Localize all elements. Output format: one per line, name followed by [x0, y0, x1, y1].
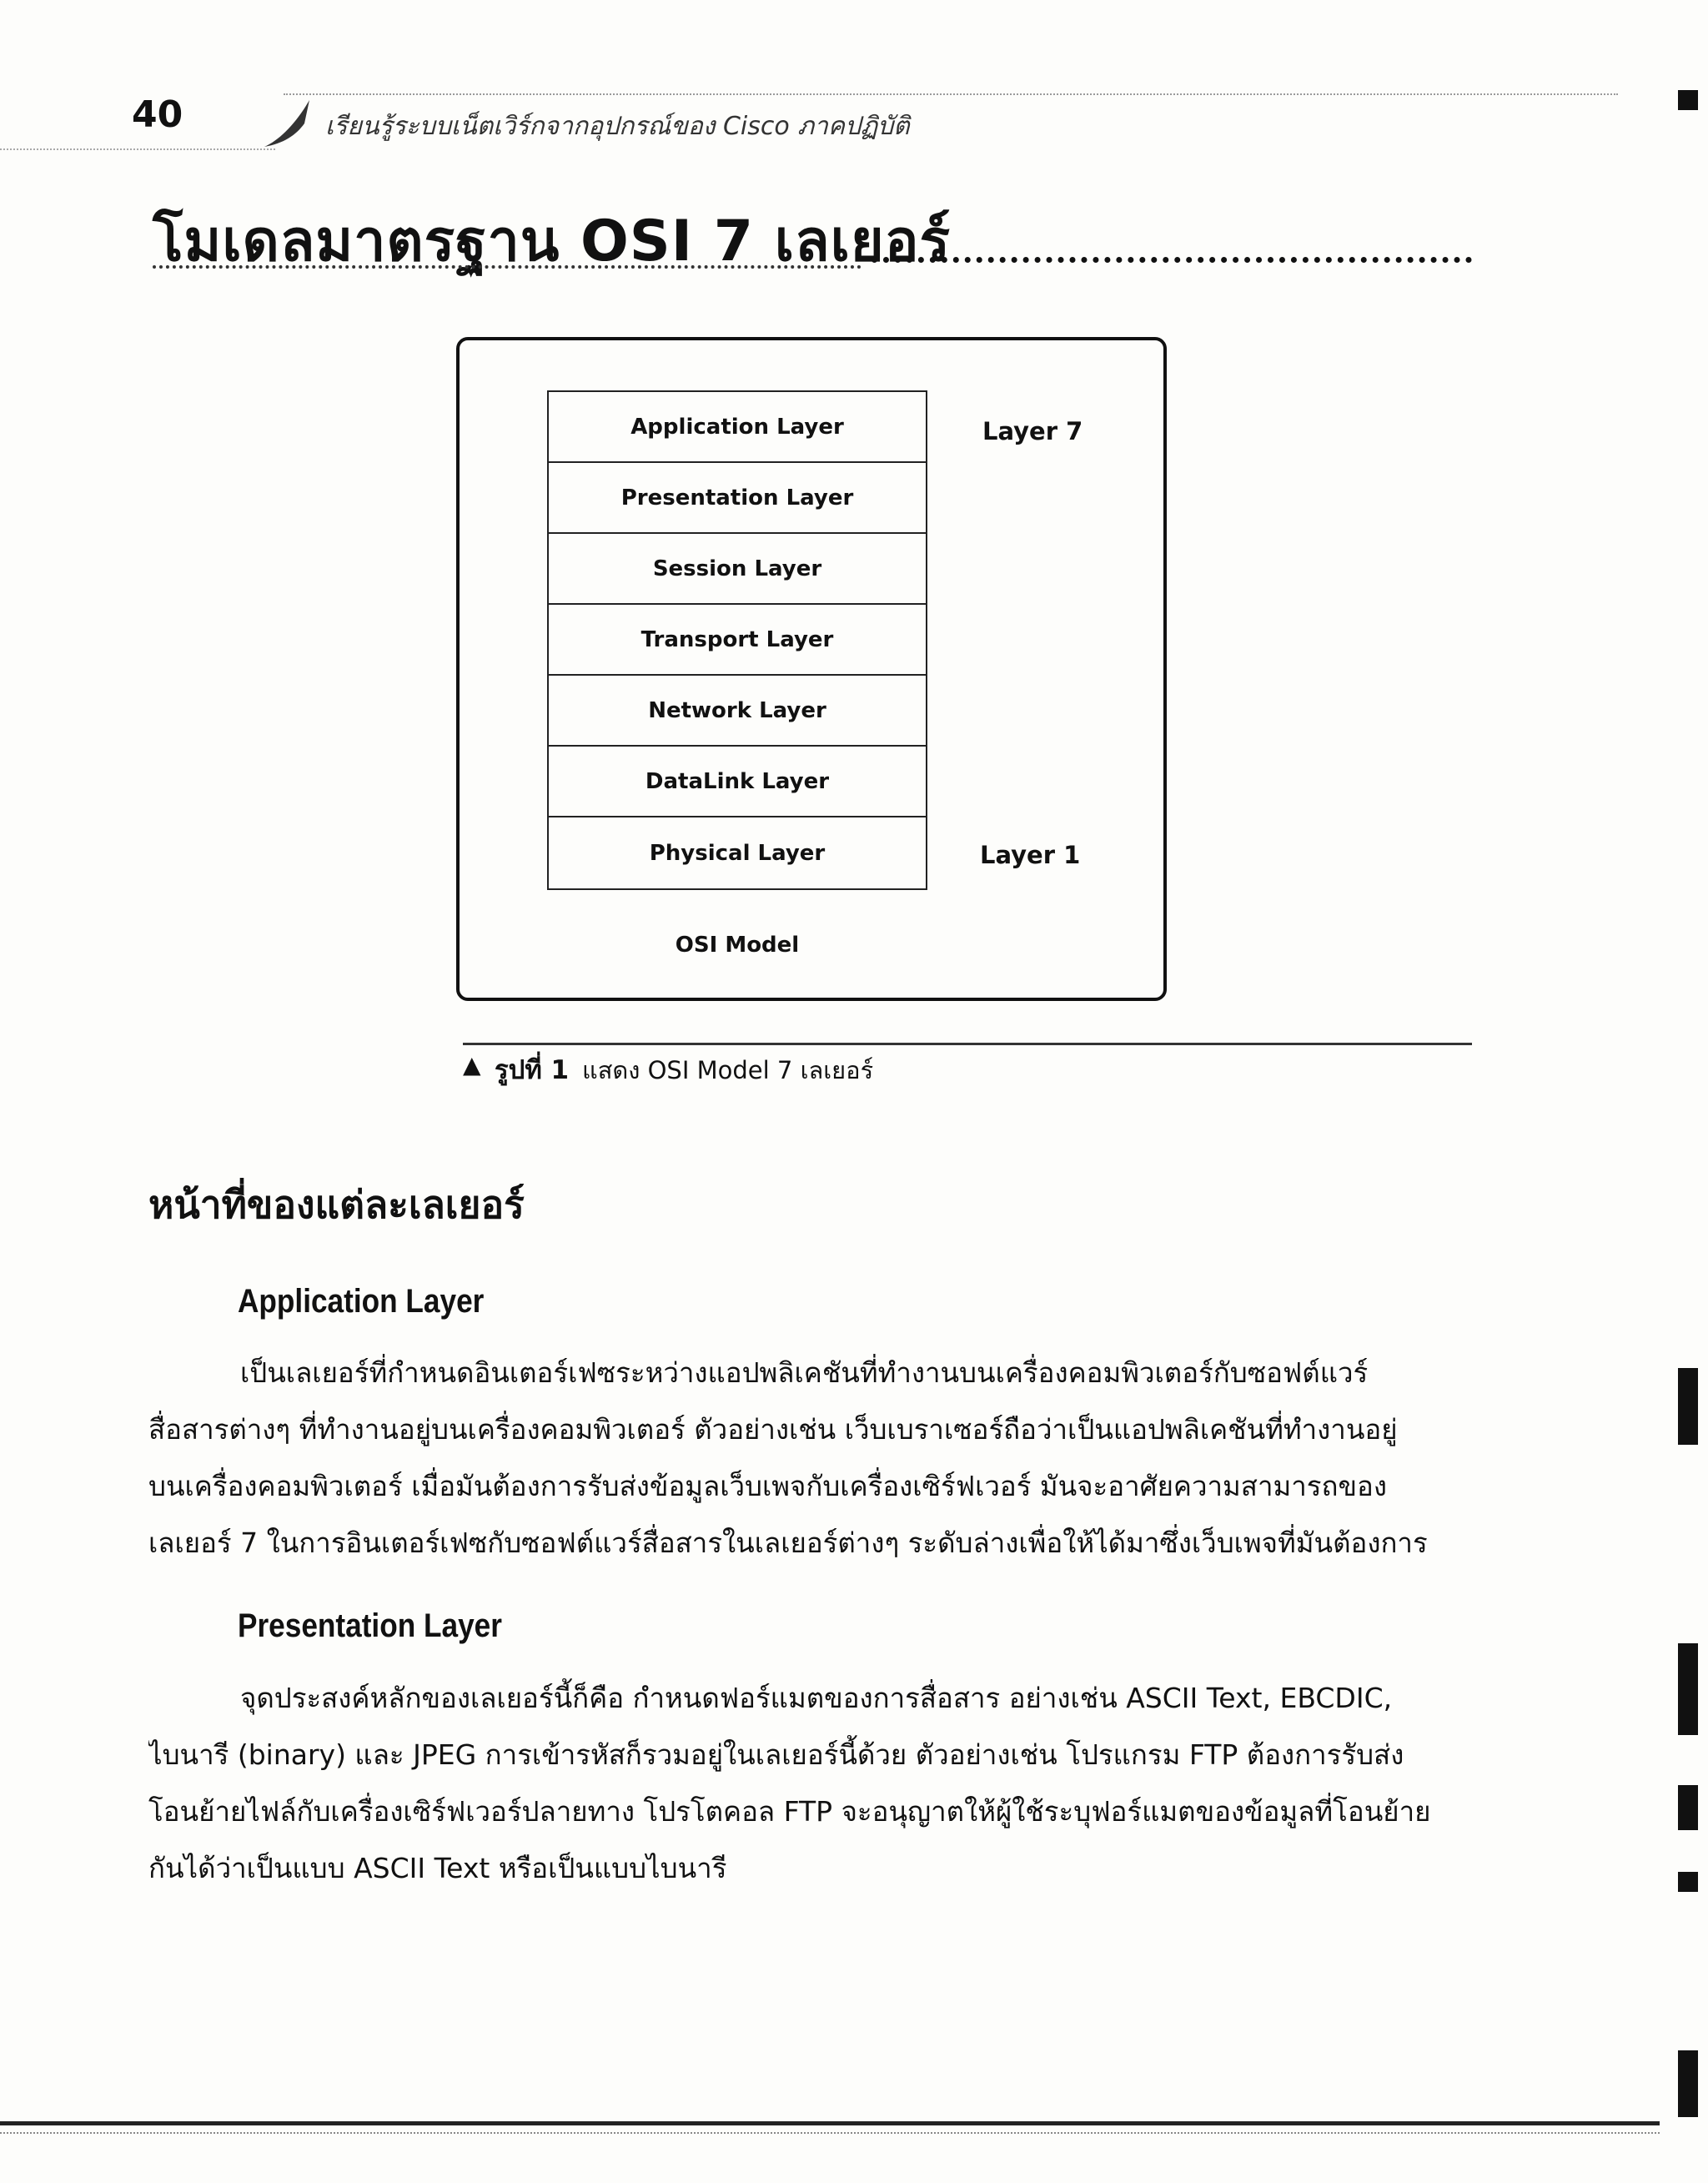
osi-figure-frame	[456, 337, 1167, 1001]
osi-layer-stack	[547, 390, 927, 890]
edge-mark	[1678, 90, 1698, 110]
header-swoosh-icon	[263, 98, 313, 148]
paragraph-line: โอนย้ายไฟล์กับเครื่องเซิร์ฟเวอร์ปลายทาง โปรโตคอล FTP จะอนุญาตให้ผู้ใช้ระบุฟอร์แมตของข้อมูลที่โอนย้าย	[148, 1795, 1431, 1828]
chapter-title: โมเดลมาตรฐาน OSI 7 เลเยอร์	[153, 209, 952, 274]
layer-physical: Physical Layer	[649, 840, 826, 866]
footer-rule	[0, 2121, 1660, 2125]
layer-application: Application Layer	[549, 392, 926, 463]
edge-mark	[1678, 1643, 1698, 1735]
triangle-marker-icon: ▲	[463, 1051, 481, 1079]
presentation-layer-paragraph	[148, 1670, 1473, 1897]
header-rule	[284, 93, 1618, 95]
edge-mark	[1678, 1785, 1698, 1830]
layer-network: Network Layer	[549, 676, 926, 747]
paragraph-line: เป็นเลเยอร์ที่กำหนดอินเตอร์เฟซระหว่างแอปพลิเคชันที่ทำงานบนเครื่องคอมพิวเตอร์กับซอฟต์แวร์	[240, 1356, 1369, 1389]
footer-rule-dotted	[0, 2132, 1660, 2134]
edge-mark	[1678, 2050, 1698, 2117]
running-header: เรียนรู้ระบบเน็ตเวิร์กจากอุปกรณ์ของ Cisco ภาคปฏิบัติ	[325, 112, 910, 141]
layer-transport: Transport Layer	[549, 605, 926, 676]
layer-session: Session Layer	[549, 534, 926, 605]
layer-7-label: Layer 7	[982, 417, 1083, 445]
caption-rule	[463, 1043, 1472, 1045]
layer-presentation: Presentation Layer	[549, 463, 926, 534]
paragraph-line: บนเครื่องคอมพิวเตอร์ เมื่อมันต้องการรับส่งข้อมูลเว็บเพจกับเครื่องเซิร์ฟเวอร์ มันจะอาศัยความสามารถของ	[148, 1470, 1387, 1502]
layer-1-label: Layer 1	[980, 841, 1081, 869]
application-layer-heading: Application Layer	[238, 1283, 485, 1320]
application-layer-paragraph	[148, 1345, 1473, 1572]
osi-model-label: OSI Model	[675, 933, 800, 958]
title-dot-leader	[872, 257, 1472, 263]
section-heading: หน้าที่ของแต่ละเลเยอร์	[148, 1182, 525, 1227]
layer-datalink: DataLink Layer	[549, 747, 926, 817]
paragraph-line: จุดประสงค์หลักของเลเยอร์นี้ก็คือ กำหนดฟอร์แมตของการสื่อสาร อย่างเช่น ASCII Text, EBCDIC,	[240, 1682, 1393, 1714]
page-number: 40	[132, 93, 183, 136]
paragraph-line: กันได้ว่าเป็นแบบ ASCII Text หรือเป็นแบบไบนารี	[148, 1852, 727, 1884]
figure-caption-text: แสดง OSI Model 7 เลเยอร์	[582, 1056, 874, 1084]
presentation-layer-heading: Presentation Layer	[238, 1607, 502, 1644]
figure-caption-label: รูปที่ 1	[495, 1055, 570, 1085]
edge-mark	[1678, 1368, 1698, 1445]
header-rule-left	[0, 148, 275, 150]
paragraph-line: ไบนารี (binary) และ JPEG การเข้ารหัสก็รวมอยู่ในเลเยอร์นี้ด้วย ตัวอย่างเช่น โปรแกรม FTP ต้องการรับส่ง	[148, 1738, 1404, 1771]
edge-mark	[1678, 1872, 1698, 1892]
paragraph-line: สื่อสารต่างๆ ที่ทำงานอยู่บนเครื่องคอมพิวเตอร์ ตัวอย่างเช่น เว็บเบราเซอร์ถือว่าเป็นแอปพลิเคชันที่ทำงานอยู่	[148, 1413, 1398, 1446]
paragraph-line: เลเยอร์ 7 ในการอินเตอร์เฟซกับซอฟต์แวร์สื่อสารในเลเยอร์ต่างๆ ระดับล่างเพื่อให้ได้มาซึ่งเว็บเพจที่มันต้องการ	[148, 1527, 1428, 1559]
title-underline	[153, 265, 862, 269]
